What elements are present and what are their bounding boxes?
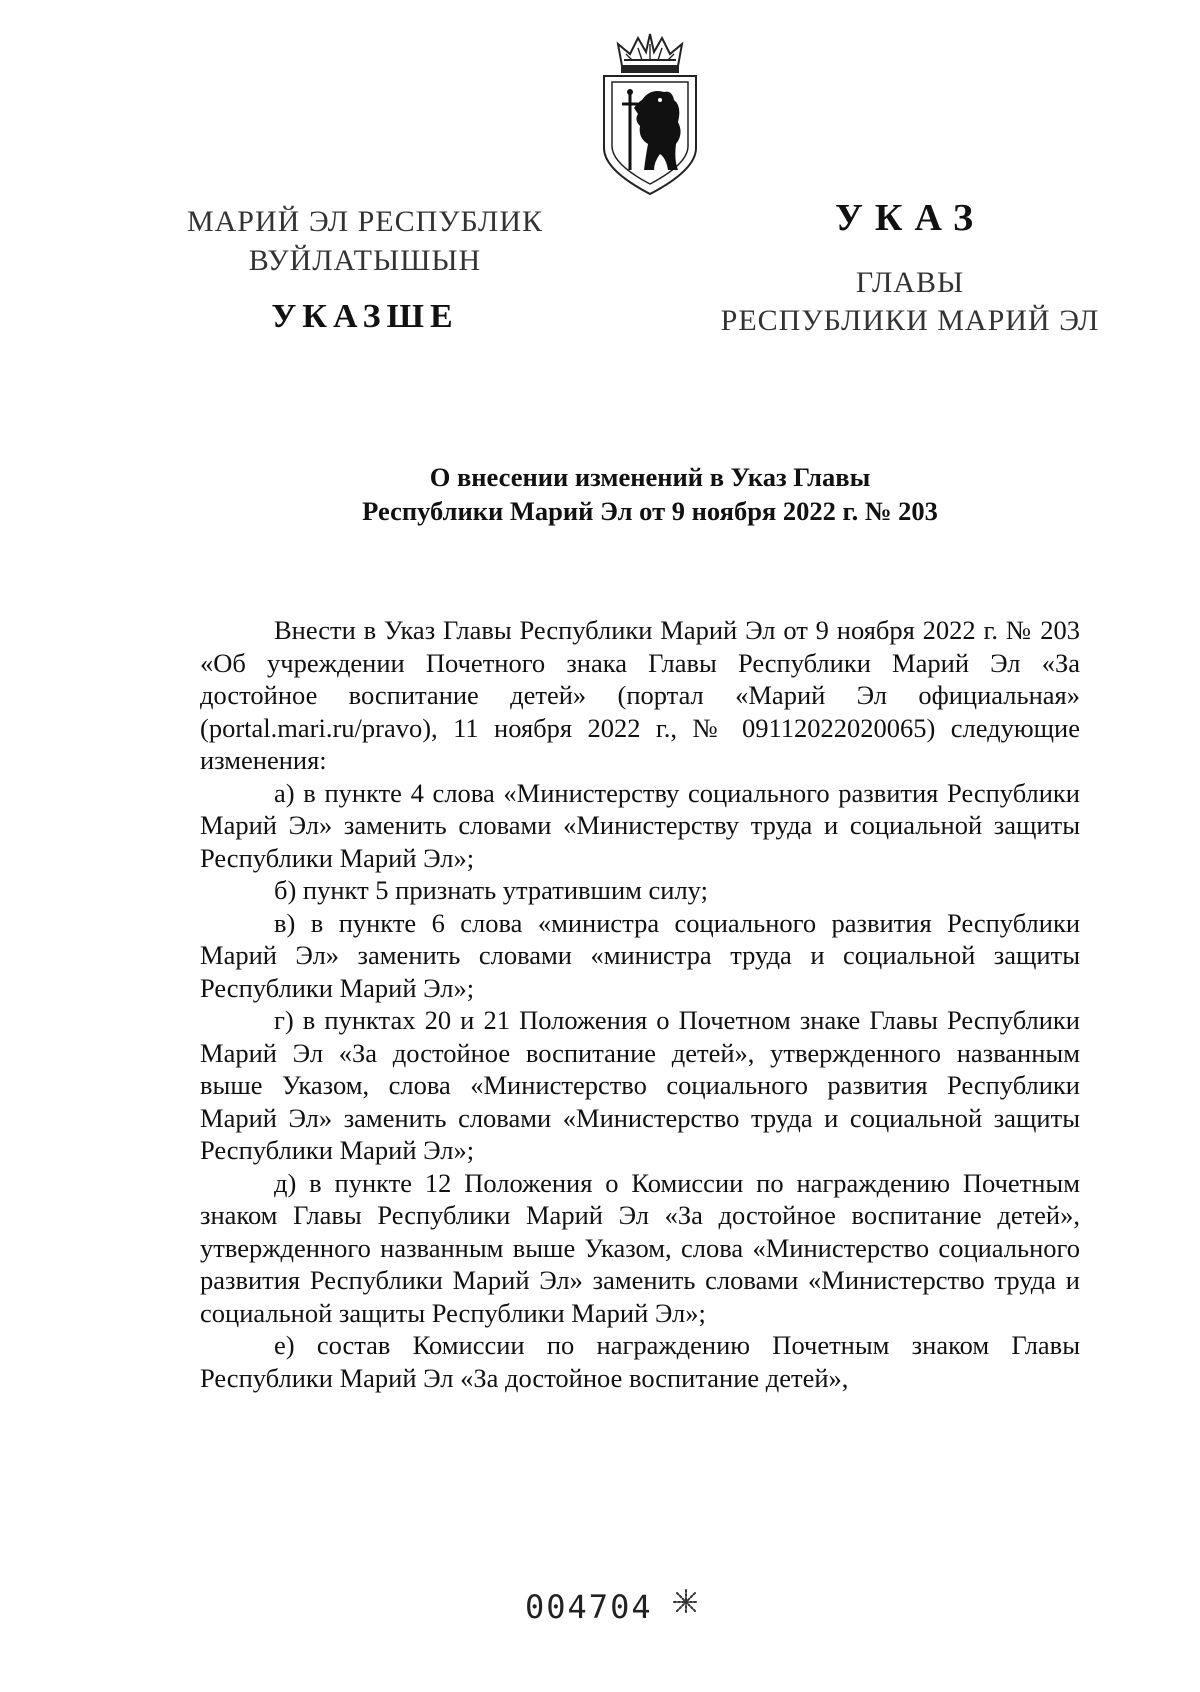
- title-line-1: О внесении изменений в Указ Главы: [429, 462, 871, 492]
- header-mari-doc-type: УКАЗШЕ: [271, 298, 459, 335]
- body-paragraph-d: д) в пункте 12 Положения о Комиссии по награждению Почетным знаком Главы Республики Марий Эл «За достойное воспитание детей», утвержденного названным выше Указом, слова «Министерство социального развития Республики Марий Эл» заменить словами «Министерство труда и социальной защиты Республики Марий Эл»;: [200, 1167, 1080, 1328]
- header-ru-doc-type: УКАЗ: [835, 197, 985, 239]
- header-ru-line-2: РЕСПУБЛИКИ МАРИЙ ЭЛ: [720, 304, 1100, 337]
- body-paragraph-e: е) состав Комиссии по награждению Почетным знаком Главы Республики Марий Эл «За достойное воспитание детей»,: [200, 1330, 1080, 1393]
- asterisk-mark-icon: [672, 1588, 700, 1616]
- document-body: [200, 614, 1080, 1394]
- coat-of-arms-icon: [594, 30, 706, 200]
- header-ru-line-1: ГЛАВЫ: [855, 266, 965, 299]
- header-mari-line-2: ВУЙЛАТЫШЫН: [248, 244, 482, 277]
- serial-number: 004704: [525, 1588, 653, 1626]
- body-paragraph-b: б) пункт 5 признать утратившим силу;: [274, 875, 708, 905]
- document-title: [200, 460, 1100, 528]
- body-paragraph-g: г) в пунктах 20 и 21 Положения о Почетном знаке Главы Республики Марий Эл «За достойное воспитание детей», утвержденного названным выше Указом, слова «Министерство социального развития Республики Марий Эл» заменить словами «Министерство труда и социальной защиты Республики Марий Эл»;: [200, 1005, 1080, 1165]
- body-paragraph-intro: Внести в Указ Главы Республики Марий Эл от 9 ноября 2022 г. № 203 «Об учреждении Почетного знака Главы Республики Марий Эл «За достойное воспитание детей» (портал «Марий Эл официальная» (portal.mari.ru/pravo), 11 ноября 2022 г., № 09112022020065) следующие изменения:: [200, 615, 1080, 775]
- body-paragraph-a: а) в пункте 4 слова «Министерству социального развития Республики Марий Эл» заменить словами «Министерству труда и социальной защиты Республики Марий Эл»;: [200, 777, 1080, 873]
- header-mari-line-1: МАРИЙ ЭЛ РЕСПУБЛИК: [186, 205, 544, 238]
- body-paragraph-v: в) в пункте 6 слова «министра социального развития Республики Марий Эл» заменить словами «министра труда и социальной защиты Республики Марий Эл»;: [200, 907, 1080, 1003]
- title-line-2: Республики Марий Эл от 9 ноября 2022 г. № 203: [362, 496, 938, 526]
